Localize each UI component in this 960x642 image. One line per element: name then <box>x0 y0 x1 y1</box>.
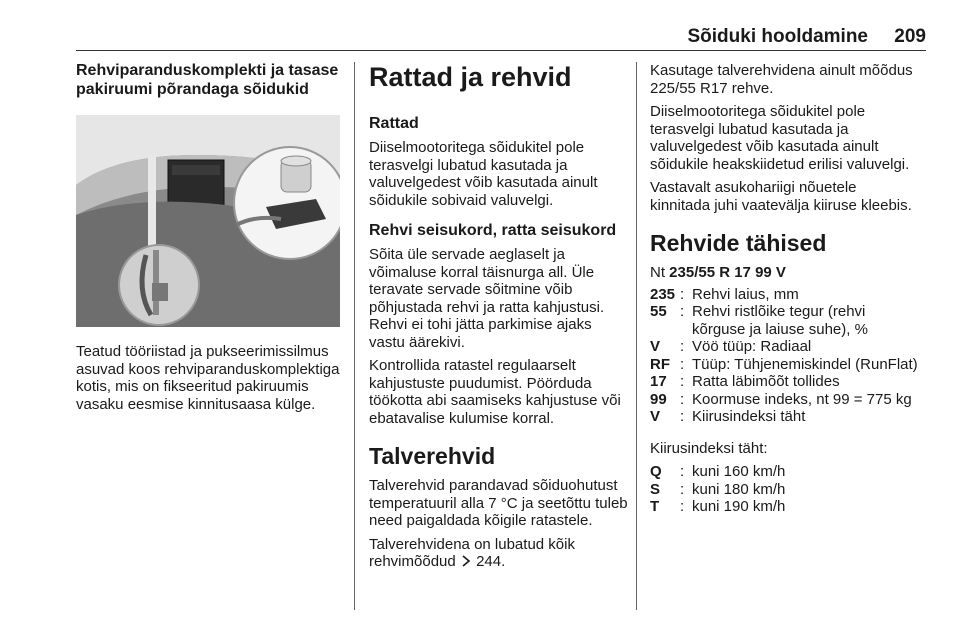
definition-row <box>650 303 920 338</box>
column-2 <box>369 62 631 577</box>
speed-row <box>650 463 785 481</box>
definition-key: T <box>650 498 660 515</box>
column-1 <box>76 62 340 419</box>
definition-separator: : <box>680 285 685 303</box>
example-code: 235/55 R 17 99 V <box>669 264 786 281</box>
winter-page-ref[interactable]: 244. <box>476 553 506 570</box>
definition-separator: : <box>680 303 685 320</box>
definition-row <box>650 356 920 374</box>
page-header <box>76 26 926 51</box>
definition-value: Kiirusindeksi täht <box>692 408 806 425</box>
definition-value: Tüüp: Tühjenemiskindel (RunFlat) <box>692 355 918 373</box>
column-3 <box>650 62 920 530</box>
tire-code-definitions <box>650 286 920 426</box>
condition-paragraph-1: Sõita üle servade aeglaselt ja võimaluse korral täisnurga all. Üle teravate servade sõitmine võib põhjustada rehvi ja ratta kahjustusi. Rehvi ei tohi jätta parkimise ajaks vastu äärekivi. <box>369 246 605 351</box>
definition-row <box>650 338 920 356</box>
winter-size-text: Kasutage talverehvidena ainult mõõdus 225/55 R17 rehve. <box>650 62 913 97</box>
rattad-text: Diiselmootoritega sõidukitel pole terasvelgi lubatud kasutada ja valuvelgedest võib kasutada ainult sõidukile sobivaid valuvelgi. <box>369 139 598 209</box>
definition-separator: : <box>680 463 685 480</box>
condition-paragraph-2: Kontrollida ratastel regulaarselt kahjustuste puudumist. Pöörduda töökotta abi saamiseks kahjustuse või ebatavalise kulumise korral. <box>369 357 621 427</box>
page-number: 209 <box>894 26 926 47</box>
definition-row <box>650 373 920 391</box>
definition-separator: : <box>680 373 685 390</box>
definition-key: V <box>650 408 661 425</box>
example-prefix: Nt <box>650 264 665 281</box>
definition-value: kuni 190 km/h <box>692 498 786 515</box>
definition-separator: : <box>680 498 685 515</box>
definition-key: RF <box>650 355 670 373</box>
definition-key: 99 <box>650 390 667 408</box>
definition-row <box>650 391 920 409</box>
definition-value: kuni 180 km/h <box>692 480 786 498</box>
definition-value: kuni 160 km/h <box>692 463 786 480</box>
section-title: Sõiduki hooldamine <box>687 26 868 47</box>
speed-index-table <box>650 463 785 516</box>
column-divider-1 <box>354 62 355 610</box>
column-divider-2 <box>636 62 637 610</box>
definition-key: 17 <box>650 373 667 390</box>
definition-separator: : <box>680 338 685 355</box>
speed-intro: Kiirusindeksi täht: <box>650 439 768 457</box>
speed-sticker-text: Vastavalt asukohariigi nõuetele kinnitada juhi vaatevälja kiiruse kleebis. <box>650 179 912 214</box>
definition-key: V <box>650 338 661 355</box>
definition-separator: : <box>680 480 685 498</box>
definition-value: Vöö tüüp: Radiaal <box>692 338 812 355</box>
kit-caption: Teatud tööriistad ja pukseerimissilmus asuvad koos rehviparanduskomplektiga kotis, mis on fikseeritud pakiruumis vasaku eesmise kinnitusaasa külge. <box>76 343 340 413</box>
trunk-photo <box>76 115 340 327</box>
winter-paragraph-1: Talverehvid parandavad sõiduohutust temperatuuril alla 7 °C ja seetõttu tuleb need paigaldada kõigile ratastele. <box>369 477 628 529</box>
definition-key: 235 <box>650 285 676 303</box>
definition-separator: : <box>680 408 685 425</box>
page-reference-icon <box>460 555 472 567</box>
definition-row <box>650 286 920 304</box>
definition-separator: : <box>680 355 685 373</box>
definition-value: Koormuse indeks, nt 99 = 775 kg <box>692 390 912 408</box>
definition-value: Ratta läbimõõt tollides <box>692 373 840 390</box>
winter-text: Talverehvidena on lubatud kõik rehvimõõdud <box>369 535 575 570</box>
rattad-heading: Rattad <box>369 115 419 132</box>
definition-value: Rehvi laius, mm <box>692 285 799 303</box>
marking-heading: Rehvide tähised <box>650 230 827 256</box>
definition-key: S <box>650 480 661 498</box>
definition-separator: : <box>680 390 685 408</box>
speed-row <box>650 481 785 499</box>
winter-heading: Talverehvid <box>369 443 496 469</box>
condition-heading: Rehvi seisukord, ratta seisukord <box>369 222 617 239</box>
kit-heading: Rehviparanduskomplekti ja tasase pakiruumi põrandaga sõidukid <box>76 62 339 98</box>
speed-row <box>650 498 785 516</box>
example-line <box>650 264 920 282</box>
definition-row <box>650 408 920 426</box>
winter-paragraph-2 <box>369 536 631 571</box>
definition-key: 55 <box>650 303 667 320</box>
chapter-title: Rattad ja rehvid <box>369 62 572 92</box>
diesel-wheels-text: Diiselmootoritega sõidukitel pole terasvelgi lubatud kasutada ja valuvelgedest võib kasutada ainult sõidukile heakskiidetud erilisi valuvelgi. <box>650 103 910 173</box>
definition-key: Q <box>650 463 662 480</box>
definition-value: Rehvi ristlõike tegur (rehvi kõrguse ja laiuse suhe), % <box>692 303 868 338</box>
